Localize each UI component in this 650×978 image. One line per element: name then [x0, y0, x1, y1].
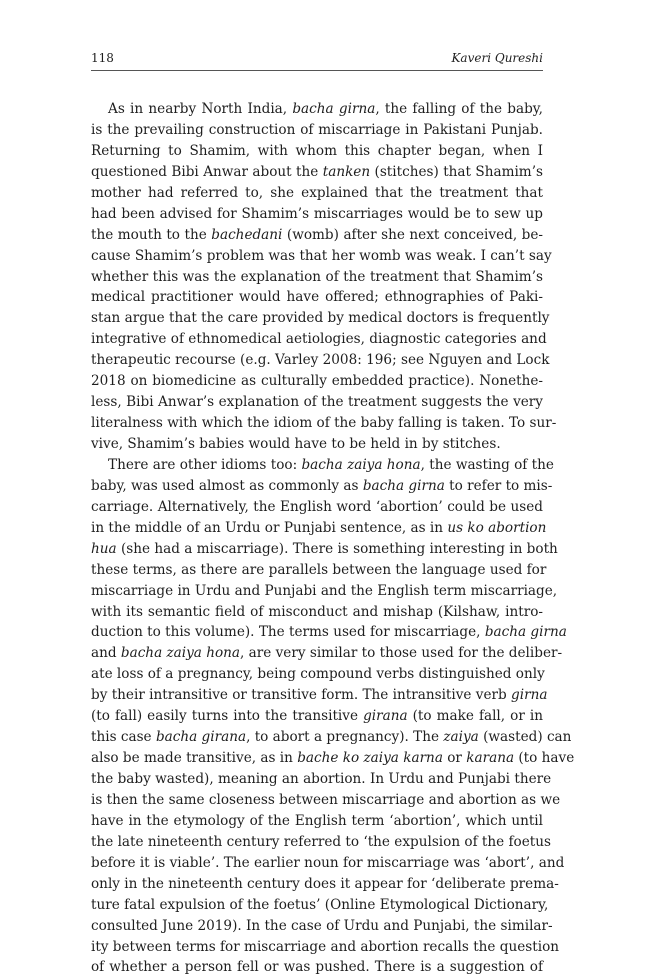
text-run: miscarriage in Urdu and Punjabi and the English term miscarriage, — [91, 582, 558, 599]
italic-term: us ko abortion — [447, 519, 547, 536]
text-run: (to fall) easily turns into the transitive — [91, 708, 364, 725]
text-run: cause Shamim’s problem was that her womb was weak. I can’t say — [91, 247, 552, 264]
text-run: have in the etymology of the English term ‘abortion’, which until — [91, 812, 543, 829]
text-run: before it is viable’. The earlier noun for miscarriage was ‘abort’, and — [91, 854, 565, 871]
text-line — [91, 287, 543, 308]
text-run: ate loss of a pregnancy, being compound verbs distinguished only — [91, 666, 545, 683]
text-run: (to have — [514, 750, 575, 767]
italic-term: bacha girna — [362, 477, 445, 494]
text-line — [91, 790, 561, 811]
text-run: , are very similar to those used for the deliber- — [240, 645, 563, 662]
text-run: As in nearby North India, — [108, 101, 293, 117]
text-run: stan argue that the care provided by medical doctors is frequently — [91, 310, 550, 327]
text-run: duction to this volume). The terms used for miscarriage, — [91, 624, 485, 641]
text-line — [91, 643, 563, 664]
text-run: carriage. Alternatively, the English word ‘abortion’ could be used — [91, 498, 543, 515]
italic-term: bacha girana — [155, 729, 247, 746]
text-line — [91, 225, 543, 246]
text-run: baby, was used almost as commonly as — [91, 477, 363, 494]
text-line — [91, 581, 558, 602]
text-line — [91, 392, 543, 413]
text-run: medical practitioner would have offered; ethnographies of Paki- — [91, 289, 543, 306]
text-line — [91, 560, 547, 581]
text-run: whether this was the explanation of the treatment that Shamim’s — [91, 268, 543, 285]
text-run: to refer to mis- — [444, 477, 553, 494]
italic-term: girana — [363, 708, 408, 725]
text-run: , to abort a pregnancy). The — [246, 729, 444, 746]
text-line — [91, 204, 543, 225]
text-run: mother had referred to, she explained that the treatment that — [91, 184, 543, 201]
text-run: (to make fall, or in — [407, 708, 543, 725]
italic-term: tanken — [322, 163, 371, 180]
text-line — [91, 622, 567, 643]
text-line — [91, 832, 551, 853]
text-run: consulted June 2019). In the case of Urdu and Punjabi, the similar- — [91, 917, 553, 934]
italic-term: bacha zaiya hona — [301, 456, 421, 473]
text-line — [91, 413, 557, 434]
text-line — [91, 748, 575, 769]
text-run: ture fatal expulsion of the foetus’ (Online Etymological Dictionary, — [91, 896, 549, 913]
text-line — [91, 141, 543, 162]
text-run: integrative of ethnomedical aetiologies, diagnostic categories and — [91, 331, 547, 348]
text-run: by their intransitive or transitive form. The intransitive verb — [91, 687, 512, 704]
text-line — [91, 727, 572, 748]
italic-term: girna — [511, 687, 548, 704]
text-run: only in the nineteenth century does it appear for ‘deliberate prema- — [91, 875, 559, 892]
text-line — [91, 434, 543, 455]
text-line — [91, 371, 543, 392]
text-line — [91, 455, 554, 476]
text-line — [91, 497, 543, 518]
text-line — [91, 246, 552, 267]
text-run: the late nineteenth century referred to ‘the expulsion of the foetus — [91, 833, 551, 850]
italic-term: hua — [91, 540, 117, 557]
text-run: in the middle of an Urdu or Punjabi sentence, as in — [91, 519, 448, 536]
text-line — [91, 685, 548, 706]
italic-term: bacha girna — [292, 101, 376, 117]
italic-term: bache ko zaiya karna — [297, 750, 443, 767]
text-line — [91, 308, 550, 329]
text-line — [91, 811, 543, 832]
text-line — [91, 769, 552, 790]
text-run: vive, Shamim’s babies would have to be held in by stitches. — [91, 436, 501, 452]
text-line — [91, 937, 560, 958]
text-run: or — [442, 750, 467, 767]
text-line — [91, 99, 543, 120]
text-line — [91, 518, 547, 539]
text-run: is then the same closeness between miscarriage and abortion as we — [91, 791, 561, 808]
text-run: , the wasting of the — [420, 456, 554, 473]
text-line — [91, 664, 543, 685]
text-run: (she had a miscarriage). There is something interesting in both — [116, 540, 558, 557]
text-run: and — [91, 645, 121, 662]
text-run: , the falling of the baby, — [375, 101, 543, 117]
italic-term: karana — [466, 750, 515, 767]
text-line — [91, 539, 558, 560]
header-rule — [91, 70, 543, 71]
text-line — [91, 350, 550, 371]
text-run: (stitches) that Shamim’s — [370, 163, 543, 180]
italic-term: zaiya — [443, 729, 479, 746]
running-head-author: Kaveri Qureshi — [451, 51, 543, 65]
text-run: also be made transitive, as in — [91, 750, 298, 767]
text-line — [91, 706, 543, 727]
text-line — [91, 267, 543, 288]
text-line — [91, 120, 543, 141]
text-run: therapeutic recourse (e.g. Varley 2008: 196; see Nguyen and Lock — [91, 352, 550, 369]
text-line — [91, 162, 543, 183]
text-run: the mouth to the — [91, 226, 212, 243]
text-line — [91, 916, 553, 937]
body-text — [91, 99, 575, 978]
page-number: 118 — [91, 51, 114, 65]
text-line — [91, 329, 547, 350]
text-run: literalness with which the idiom of the baby falling is taken. To sur- — [91, 415, 557, 432]
text-run: the baby wasted), meaning an abortion. In Urdu and Punjabi there — [91, 771, 552, 787]
text-run: these terms, as there are parallels between the language used for — [91, 561, 547, 578]
text-run: questioned Bibi Anwar about the — [91, 163, 323, 180]
text-run: (wasted) can — [478, 729, 572, 746]
text-line — [91, 874, 559, 895]
text-run: less, Bibi Anwar’s explanation of the treatment suggests the very — [91, 394, 543, 411]
text-line — [91, 602, 543, 623]
text-run: 2018 on biomedicine as culturally embedded practice). Nonethe- — [91, 373, 543, 390]
text-run: of whether a person fell or was pushed. There is a suggestion of — [91, 959, 543, 976]
italic-term: bacha girna — [484, 624, 567, 641]
text-run: is the prevailing construction of miscarriage in Pakistani Punjab. — [91, 121, 543, 138]
text-line — [91, 853, 565, 874]
text-run: with its semantic field of misconduct and mishap (Kilshaw, intro- — [91, 603, 543, 620]
text-run: had been advised for Shamim’s miscarriages would be to sew up — [91, 205, 543, 222]
text-run: There are other idioms too: — [108, 456, 302, 473]
italic-term: bacha zaiya hona — [120, 645, 241, 662]
text-run: this case — [91, 729, 156, 746]
text-line — [91, 183, 543, 204]
text-line — [91, 895, 549, 916]
text-run: Returning to Shamim, with whom this chapter began, when I — [91, 142, 543, 159]
italic-term: bachedani — [211, 226, 283, 243]
text-run: (womb) after she next conceived, be- — [282, 226, 543, 243]
text-run: ity between terms for miscarriage and abortion recalls the question — [91, 938, 560, 955]
text-line — [91, 476, 553, 497]
